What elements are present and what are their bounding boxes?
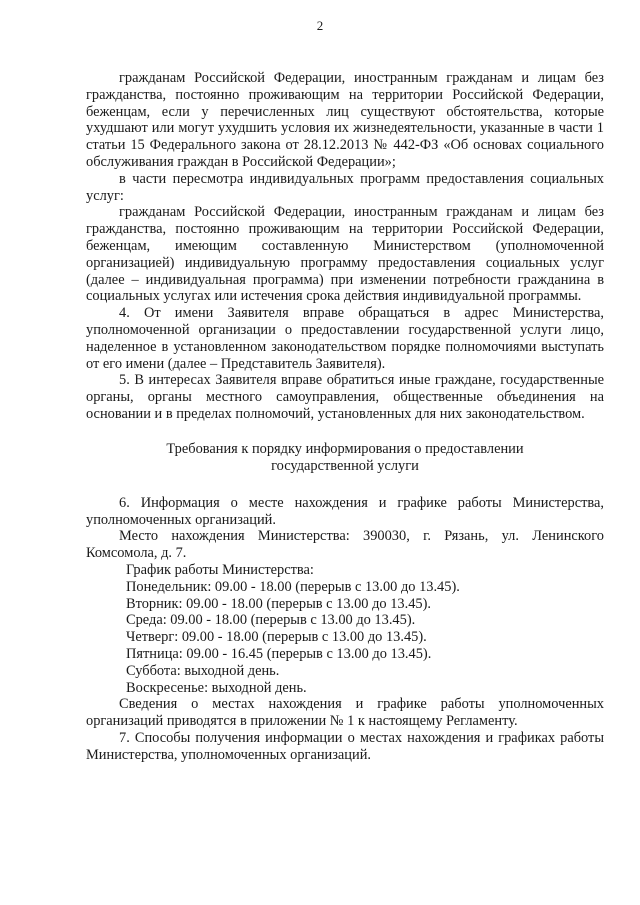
schedule-wednesday: Среда: 09.00 - 18.00 (перерыв с 13.00 до 13.45).: [126, 612, 416, 629]
schedule-friday: Пятница: 09.00 - 16.45 (перерыв с 13.00 до 13.45).: [126, 645, 432, 662]
paragraph-address: Место нахождения Министерства: 390030, г. Рязань, ул. Ленинского Комсомола, д. 7.: [86, 528, 604, 562]
document-body: [86, 70, 604, 763]
paragraph-7-methods: 7. Способы получения информации о местах нахождения и графиках работы Министерства, уполномоченных организаций.: [86, 729, 604, 763]
paragraph-appendix-note: Сведения о местах нахождения и графике работы уполномоченных организаций приводятся в приложении № 1 к настоящему Регламенту.: [86, 696, 604, 730]
paragraph-6-info: 6. Информация о месте нахождения и графике работы Министерства, уполномоченных организаций.: [86, 494, 604, 528]
schedule-saturday: Суббота: выходной день.: [126, 662, 280, 679]
paragraph-citizens-conditions: гражданам Российской Федерации, иностранным гражданам и лицам без гражданства, постоянно проживающим на территории Российской Федерации, беженцам, если у перечисленных лиц существуют обстоятельства, которые ухудшают или могут ухудшить условия их жизнедеятельности, указанные в части 1 статьи 15 Федерального закона от 28.12.2013 № 442-ФЗ «Об основах социального обслуживания граждан в Российской Федерации»;: [86, 70, 604, 170]
schedule-sunday: Воскресенье: выходной день.: [126, 679, 307, 696]
schedule-title: График работы Министерства:: [126, 561, 314, 578]
section-heading: [86, 441, 604, 475]
paragraph-program-revision: в части пересмотра индивидуальных программ предоставления социальных услуг:: [86, 170, 604, 204]
schedule-monday: Понедельник: 09.00 - 18.00 (перерыв с 13.00 до 13.45).: [126, 578, 460, 595]
section-heading-line-1: Требования к порядку информирования о предоставлении: [166, 440, 524, 457]
paragraph-4-representative: 4. От имени Заявителя вправе обращаться в адрес Министерства, уполномоченной организации о предоставлении государственной услуги лицо, наделенное в установленном законодательством порядке полномочиями выступать от его имени (далее – Представитель Заявителя).: [86, 305, 604, 372]
page-number: 2: [316, 18, 324, 33]
paragraph-citizens-program: гражданам Российской Федерации, иностранным гражданам и лицам без гражданства, постоянно проживающим на территории Российской Федерации, беженцам, имеющим составленную Министерством (уполномоченной организацией) индивидуальную программу предоставления социальных услуг (далее – индивидуальная программа) при изменении потребности гражданина в социальных услугах или истечения срока действия индивидуальной программы.: [86, 204, 604, 305]
schedule-thursday: Четверг: 09.00 - 18.00 (перерыв с 13.00 до 13.45).: [126, 629, 427, 646]
schedule-tuesday: Вторник: 09.00 - 18.00 (перерыв с 13.00 до 13.45).: [126, 595, 431, 612]
section-heading-line-2: государственной услуги: [271, 457, 419, 474]
paragraph-5-interests: 5. В интересах Заявителя вправе обратиться иные граждане, государственные органы, органы местного самоуправления, общественные объединения на основании и в пределах полномочий, установленных для них законодательством.: [86, 372, 604, 422]
